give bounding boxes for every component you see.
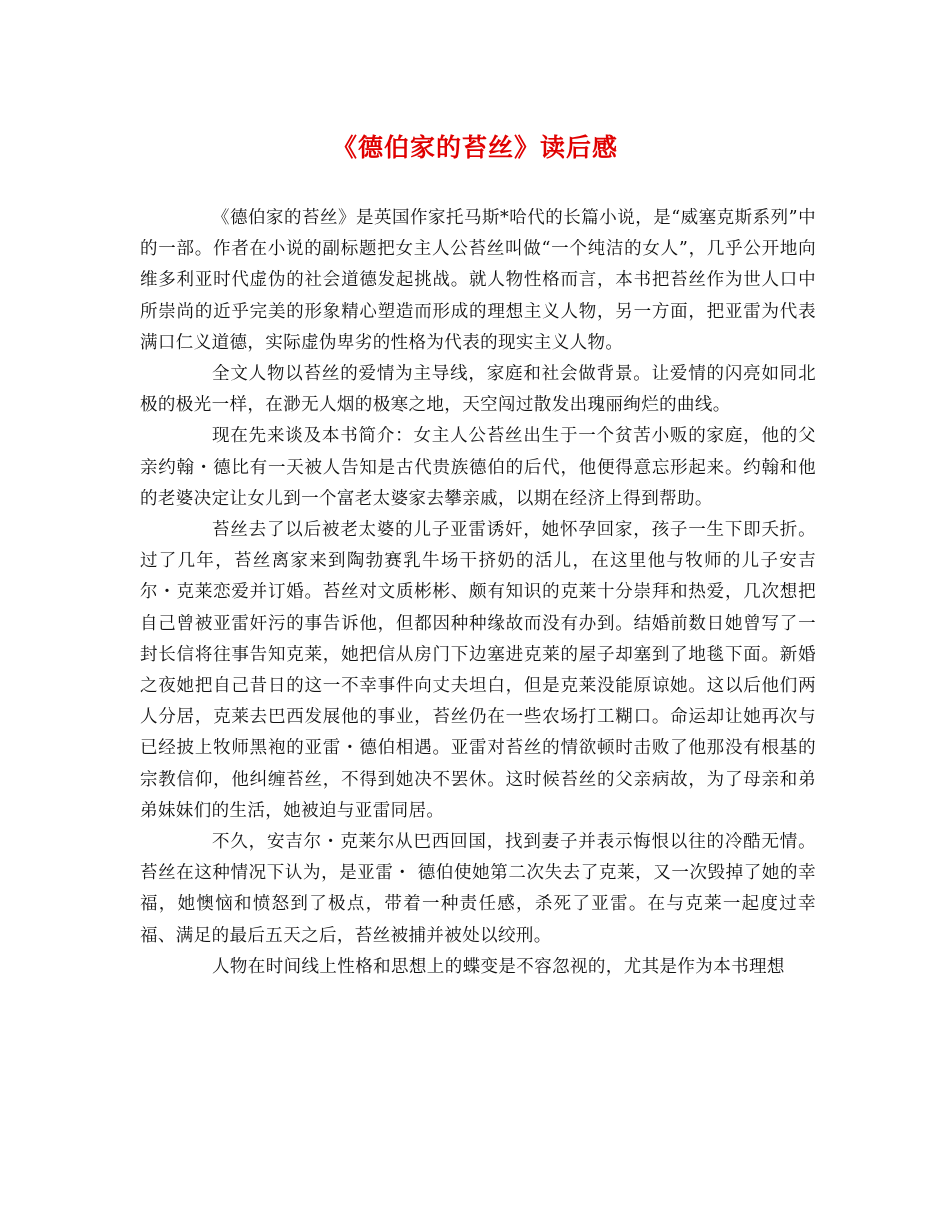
paragraph-3: 现在先来谈及本书简介：女主人公苔丝出生于一个贫苦小贩的家庭，他的父亲约翰・德比有一天被人告知是古代贵族德伯的后代，他便得意忘形起来。约翰和他的老婆决定让女儿到一个富老太婆家去攀亲戚，以期在经济上得到帮助。 — [140, 426, 816, 509]
paragraph-5: 不久，安吉尔・克莱尔从巴西回国，找到妻子并表示悔恨以往的冷酷无情。苔丝在这种情况下认为，是亚雷・ 德伯使她第二次失去了克莱，又一次毁掉了她的幸福，她懊恼和愤怒到了极点，带着一种责任感，杀死了亚雷。在与克莱一起度过幸福、满足的最后五天之后，苔丝被捕并被处以绞刑。 — [140, 832, 816, 946]
paragraph-6: 人物在时间线上性格和思想上的蝶变是不容忽视的，尤其是作为本书理想 — [212, 956, 785, 977]
paragraph-4: 苔丝去了以后被老太婆的儿子亚雷诱奸，她怀孕回家，孩子一生下即夭折。过了几年，苔丝离家来到陶勃赛乳牛场干挤奶的活儿，在这里他与牧师的儿子安吉尔・克莱恋爱并订婚。苔丝对文质彬彬、颇有知识的克莱十分崇拜和热爱，几次想把自己曾被亚雷奸污的事告诉他，但都因种种缘故而没有办到。结婚前数日她曾写了一封长信将往事告知克莱，她把信从房门下边塞进克莱的屋子却塞到了地毯下面。新婚之夜她把自己昔日的这一不幸事件向丈夫坦白，但是克莱没能原谅她。这以后他们两人分居，克莱去巴西发展他的事业，苔丝仍在一些农场打工糊口。命运却让她再次与已经披上牧师黑袍的亚雷・德伯相遇。亚雷对苔丝的情欲顿时击败了他那没有根基的宗教信仰，他纠缠苔丝，不得到她决不罢休。这时候苔丝的父亲病故，为了母亲和弟弟妹妹们的生活，她被迫与亚雷同居。 — [140, 520, 816, 821]
document-title: 《德伯家的苔丝》读后感 — [331, 133, 618, 162]
paragraph-1: 《德伯家的苔丝》是英国作家托马斯*哈代的长篇小说，是“威塞克斯系列”中的一部。作者在小说的副标题把女主人公苔丝叫做“一个纯洁的女人”，几乎公开地向维多利亚时代虚伪的社会道德发起挑战。就人物性格而言，本书把苔丝作为世人口中所崇尚的近乎完美的形象精心塑造而形成的理想主义人物，另一方面，把亚雷为代表满口仁义道德，实际虚伪卑劣的性格为代表的现实主义人物。 — [140, 208, 816, 353]
paragraph-2: 全文人物以苔丝的爱情为主导线，家庭和社会做背景。让爱情的闪亮如同北极的极光一样，在渺无人烟的极寒之地，天空闯过散发出瑰丽绚烂的曲线。 — [140, 364, 816, 416]
document-body — [140, 203, 816, 983]
